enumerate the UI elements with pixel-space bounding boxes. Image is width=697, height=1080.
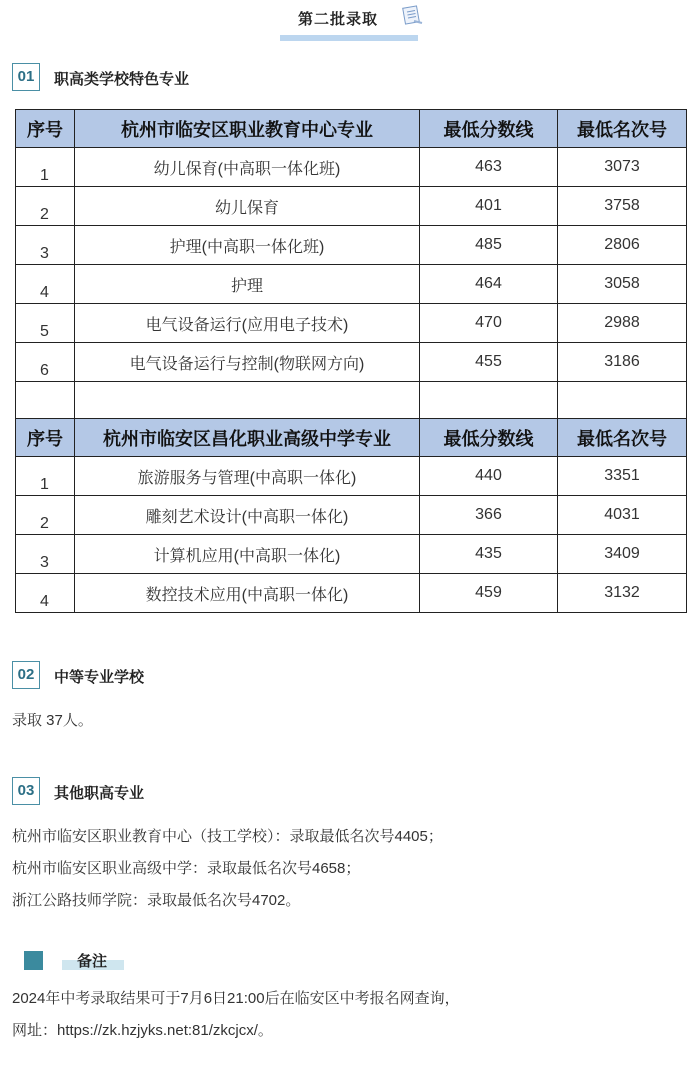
- major-cell: 旅游服务与管理(中高职一体化): [75, 457, 420, 496]
- table-row: [16, 496, 687, 535]
- score-cell: 459: [420, 574, 558, 613]
- rank-cell: 3186: [558, 343, 687, 382]
- major-cell: 电气设备运行与控制(物联网方向): [75, 343, 420, 382]
- column-header: 最低名次号: [558, 419, 687, 457]
- column-header: 序号: [16, 110, 75, 148]
- section-number: 03: [12, 777, 40, 805]
- seq-cell: 1: [16, 457, 75, 496]
- page-title: 第二批录取: [298, 11, 379, 28]
- notepad-icon: [400, 4, 424, 26]
- section-03-line: 杭州市临安区职业教育中心（技工学校）：录取最低名次号4405；: [12, 828, 443, 845]
- score-cell: 464: [420, 265, 558, 304]
- seq-cell: 3: [16, 535, 75, 574]
- table-row: [16, 574, 687, 613]
- major-cell: 幼儿保育: [75, 187, 420, 226]
- section-03-line: 浙江公路技师学院：录取最低名次号4702。: [12, 892, 301, 909]
- rank-cell: 4031: [558, 496, 687, 535]
- section-title: 职高类学校特色专业: [54, 71, 190, 88]
- major-cell: 护理: [75, 265, 420, 304]
- score-cell: 470: [420, 304, 558, 343]
- major-cell: 电气设备运行(应用电子技术): [75, 304, 420, 343]
- rank-cell: 3073: [558, 148, 687, 187]
- title-underline: [280, 35, 418, 41]
- section-number: 02: [12, 661, 40, 689]
- section-number: 01: [12, 63, 40, 91]
- table-header-row: [16, 110, 687, 148]
- rank-cell: 3409: [558, 535, 687, 574]
- table-row: [16, 148, 687, 187]
- column-header: 序号: [16, 419, 75, 457]
- column-header: 最低分数线: [420, 110, 558, 148]
- table-row: [16, 535, 687, 574]
- section-title: 其他职高专业: [54, 785, 145, 802]
- column-header: 杭州市临安区职业教育中心专业: [75, 110, 420, 148]
- score-cell: 455: [420, 343, 558, 382]
- major-cell: 幼儿保育(中高职一体化班): [75, 148, 420, 187]
- table-row: [16, 226, 687, 265]
- seq-cell: 5: [16, 304, 75, 343]
- admission-table: [15, 109, 687, 613]
- table-row: [16, 457, 687, 496]
- table-row: [16, 265, 687, 304]
- seq-cell: 4: [16, 574, 75, 613]
- table-row: [16, 343, 687, 382]
- table-spacer-row: [16, 382, 687, 419]
- column-header: 最低分数线: [420, 419, 558, 457]
- section-03-line: 杭州市临安区职业高级中学：录取最低名次号4658；: [12, 860, 361, 877]
- column-header: 杭州市临安区昌化职业高级中学专业: [75, 419, 420, 457]
- table-header-row: [16, 419, 687, 457]
- seq-cell: 3: [16, 226, 75, 265]
- notes-marker: [24, 951, 43, 970]
- rank-cell: 2988: [558, 304, 687, 343]
- score-cell: 440: [420, 457, 558, 496]
- major-cell: 雕刻艺术设计(中高职一体化): [75, 496, 420, 535]
- column-header: 最低名次号: [558, 110, 687, 148]
- seq-cell: 2: [16, 496, 75, 535]
- empty-cell: [75, 382, 420, 419]
- seq-cell: 6: [16, 343, 75, 382]
- section-title: 中等专业学校: [54, 669, 145, 686]
- score-cell: 485: [420, 226, 558, 265]
- empty-cell: [420, 382, 558, 419]
- notes-title: 备注: [77, 953, 108, 970]
- rank-cell: 3132: [558, 574, 687, 613]
- major-cell: 计算机应用(中高职一体化): [75, 535, 420, 574]
- rank-cell: 3351: [558, 457, 687, 496]
- notes-line: 2024年中考录取结果可于7月6日21:00后在临安区中考报名网查询，: [12, 990, 460, 1007]
- table-row: [16, 304, 687, 343]
- rank-cell: 2806: [558, 226, 687, 265]
- score-cell: 366: [420, 496, 558, 535]
- seq-cell: 4: [16, 265, 75, 304]
- score-cell: 435: [420, 535, 558, 574]
- empty-cell: [16, 382, 75, 419]
- major-cell: 护理(中高职一体化班): [75, 226, 420, 265]
- score-cell: 463: [420, 148, 558, 187]
- notes-line: 网址：https://zk.hzjyks.net:81/zkcjcx/。: [12, 1022, 273, 1039]
- seq-cell: 1: [16, 148, 75, 187]
- seq-cell: 2: [16, 187, 75, 226]
- page-title-block: [280, 4, 420, 42]
- rank-cell: 3758: [558, 187, 687, 226]
- empty-cell: [558, 382, 687, 419]
- table-row: [16, 187, 687, 226]
- section-02-text: 录取 37人。: [12, 712, 93, 729]
- score-cell: 401: [420, 187, 558, 226]
- major-cell: 数控技术应用(中高职一体化): [75, 574, 420, 613]
- rank-cell: 3058: [558, 265, 687, 304]
